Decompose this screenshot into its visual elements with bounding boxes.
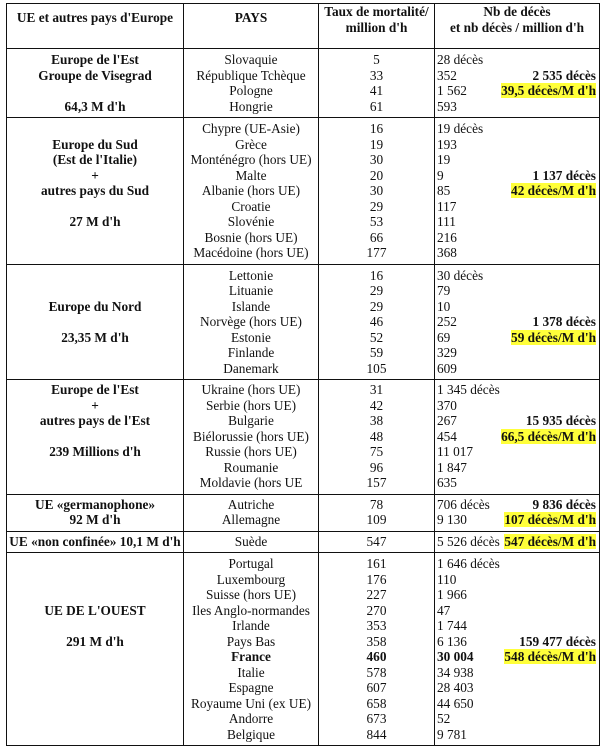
death-count: 1 345 décès [437, 382, 500, 397]
death-count: 19 [437, 152, 451, 167]
country-name: Luxembourg [216, 571, 286, 587]
country-name: Espagne [228, 680, 274, 695]
mortality-rate: 53 [369, 214, 384, 229]
region-label: UE «germanophone» [34, 496, 156, 512]
death-count: 635 [437, 475, 457, 490]
mortality-rate: 75 [369, 444, 384, 459]
header-rate-line2: million d'h [345, 20, 408, 35]
country-name: Slovénie [227, 214, 275, 229]
group-summary [504, 634, 596, 665]
death-count: 9 781 [437, 726, 467, 742]
region-label: UE DE L'OUEST [44, 602, 146, 618]
death-line [435, 603, 599, 619]
death-line [435, 268, 599, 284]
mortality-rate: 29 [369, 298, 384, 314]
mortality-rate: 20 [369, 167, 384, 183]
death-count: 47 [437, 602, 451, 618]
region-label: 27 M d'h [69, 214, 121, 229]
mortality-rate: 48 [369, 428, 384, 444]
country-name: Moldavie (hors UE [199, 475, 303, 490]
death-line [435, 665, 599, 681]
country-name: Serbie (hors UE) [205, 397, 297, 413]
death-line [435, 556, 599, 572]
mortality-rate: 52 [369, 329, 384, 345]
death-count: 352 [437, 67, 457, 83]
country-name: Hongrie [229, 98, 273, 114]
rate-cell [319, 380, 435, 495]
country-name: Pays Bas [226, 633, 276, 649]
country-name: Royaume Uni (ex UE) [190, 695, 311, 711]
mortality-rate: 353 [366, 618, 387, 633]
rate-cell [319, 531, 435, 553]
death-count: 609 [437, 360, 457, 376]
mortality-rate: 38 [369, 413, 384, 428]
death-count: 1 646 décès [437, 556, 500, 571]
mortality-rate: 19 [369, 136, 384, 152]
death-line [435, 711, 599, 727]
country-cell [184, 531, 319, 553]
mortality-rate: 61 [369, 98, 384, 114]
death-line [435, 121, 599, 137]
country-name: Malte [235, 167, 267, 183]
country-cell [184, 494, 319, 531]
mortality-rate: 358 [366, 633, 387, 649]
mortality-rate: 578 [366, 664, 387, 680]
mortality-rate: 66 [369, 229, 384, 245]
death-count: 267 [437, 413, 457, 428]
group-row [7, 494, 600, 531]
death-count: 30 décès [437, 267, 484, 283]
region-label: + [91, 397, 99, 413]
death-line [435, 727, 599, 743]
death-count: 706 décès [437, 496, 490, 512]
death-count: 6 136 [437, 633, 467, 649]
death-count: 593 [437, 98, 457, 114]
country-name: Lettonie [228, 267, 274, 283]
country-cell [184, 49, 319, 118]
country-name: Bosnie (hors UE) [204, 229, 298, 245]
total-deaths: 2 535 décès [532, 67, 596, 83]
region-label [7, 618, 183, 634]
deaths-per-million: 107 décès/M d'h [504, 512, 596, 527]
country-name: Danemark [223, 360, 279, 376]
country-name: Macédoine (hors UE) [193, 245, 309, 260]
spacer [7, 556, 183, 572]
death-count: 1 744 [437, 618, 467, 633]
mortality-rate: 161 [366, 556, 387, 571]
mortality-rate: 96 [369, 459, 384, 475]
country-name: Monténégro (hors UE) [190, 152, 312, 167]
deaths-per-million: 66,5 décès/M d'h [501, 428, 596, 444]
mortality-rate: 658 [366, 695, 387, 711]
death-count: 30 004 [437, 649, 474, 664]
header-country-label: PAYS [234, 10, 268, 25]
group-row [7, 553, 600, 746]
header-region [7, 4, 184, 49]
death-line [435, 444, 599, 460]
mortality-rate: 41 [369, 83, 384, 98]
region-label: Europe de l'Est [51, 382, 139, 397]
country-name: Norvège (hors UE) [200, 314, 302, 329]
deaths-per-million: 42 décès/M d'h [511, 183, 596, 198]
death-line [435, 680, 599, 696]
country-name: Ukraine (hors UE) [201, 382, 301, 397]
death-count: 1 847 [437, 459, 467, 475]
death-line [435, 99, 599, 115]
country-name: France [231, 649, 271, 664]
spacer [7, 121, 183, 137]
death-line [435, 152, 599, 168]
death-count: 44 650 [437, 695, 474, 711]
group-row [7, 380, 600, 495]
deaths-per-million: 59 décès/M d'h [511, 329, 596, 345]
death-count: 34 938 [437, 664, 474, 680]
death-count: 85 [437, 183, 451, 198]
death-count: 9 130 [437, 512, 467, 527]
total-deaths: 1 378 décès [532, 314, 596, 329]
region-cell [7, 118, 184, 265]
mortality-rate: 176 [366, 571, 387, 587]
deaths-cell [435, 380, 600, 495]
region-label: + [91, 167, 99, 183]
header-region-label: UE et autres pays d'Europe [16, 10, 174, 25]
death-line [435, 587, 599, 603]
mortality-rate: 29 [369, 198, 384, 214]
death-line [435, 299, 599, 315]
country-name: République Tchèque [196, 67, 306, 83]
mortality-rate: 31 [369, 382, 384, 397]
region-label: UE «non confinée» 10,1 M d'h [9, 533, 181, 549]
country-name: Lituanie [228, 283, 274, 298]
country-name: Italie [237, 664, 265, 680]
group-row [7, 264, 600, 380]
deaths-cell [435, 49, 600, 118]
death-count: 368 [437, 245, 457, 260]
mortality-rate: 46 [369, 314, 384, 329]
country-name: Pologne [229, 83, 273, 98]
region-label: Europe du Sud [52, 136, 138, 152]
region-label [7, 83, 183, 99]
country-cell [184, 118, 319, 265]
group-row [7, 49, 600, 118]
death-line [435, 52, 599, 68]
spacer [7, 587, 183, 603]
country-name: Grèce [235, 136, 267, 152]
death-line [435, 345, 599, 361]
region-label: 23,35 M d'h [61, 329, 129, 345]
group-summary [511, 168, 596, 199]
death-count: 1 966 [437, 587, 467, 602]
rate-cell [319, 553, 435, 746]
mortality-table [6, 3, 600, 746]
death-count: 370 [437, 397, 457, 413]
region-label: 291 M d'h [66, 633, 124, 649]
country-name: Belgique [226, 726, 275, 742]
deaths-cell [435, 553, 600, 746]
header-deaths [435, 4, 600, 49]
country-cell [184, 264, 319, 380]
death-line [435, 245, 599, 261]
rate-cell [319, 264, 435, 380]
deaths-per-million: 547 décès/M d'h [504, 533, 596, 549]
mortality-rate: 157 [366, 475, 387, 490]
country-name: Russie (hors UE) [205, 444, 297, 459]
header-rate-line1: Taux de mortalité/ [324, 4, 429, 19]
death-line [435, 572, 599, 588]
country-name: Allemagne [221, 512, 281, 527]
mortality-rate: 607 [366, 680, 387, 695]
country-name: Irlande [232, 618, 270, 633]
death-count: 216 [437, 229, 457, 245]
mortality-rate: 460 [366, 649, 387, 664]
death-count: 110 [437, 571, 457, 587]
region-label: Groupe de Visegrad [38, 67, 152, 83]
mortality-rate: 547 [366, 533, 387, 549]
country-name: Bulgarie [228, 413, 274, 428]
deaths-cell [435, 494, 600, 531]
mortality-rate: 5 [373, 52, 380, 67]
death-count: 9 [437, 167, 444, 183]
mortality-rate: 177 [366, 245, 387, 260]
rate-cell [319, 49, 435, 118]
group-summary [511, 314, 596, 345]
mortality-rate: 30 [369, 183, 384, 198]
header-row [7, 4, 600, 49]
death-line [435, 214, 599, 230]
country-name: Suisse (hors UE) [205, 587, 297, 602]
death-count: 69 [437, 329, 451, 345]
header-deaths-line1: Nb de décès [483, 4, 551, 19]
region-label: autres pays du Sud [40, 183, 150, 198]
country-name: Islande [231, 298, 271, 314]
death-line [435, 618, 599, 634]
mortality-rate: 33 [369, 67, 384, 83]
mortality-rate: 16 [369, 267, 384, 283]
spacer [7, 283, 183, 299]
death-line [435, 137, 599, 153]
deaths-per-million: 548 décès/M d'h [504, 649, 596, 664]
death-line [435, 475, 599, 491]
country-name: Chypre (UE-Asie) [202, 121, 300, 136]
mortality-rate: 109 [366, 512, 387, 527]
mortality-rate: 844 [366, 726, 387, 742]
country-name: Roumanie [223, 459, 279, 475]
header-country [184, 4, 319, 49]
header-deaths-line2: et nb décès / million d'h [449, 20, 585, 35]
death-line [435, 696, 599, 712]
country-name: Slovaquie [224, 52, 278, 67]
mortality-rate: 105 [366, 360, 387, 376]
region-label: Europe de l'Est [51, 52, 139, 67]
death-line [435, 199, 599, 215]
region-label: (Est de l'Italie) [52, 152, 138, 167]
death-line [435, 382, 599, 398]
deaths-cell [435, 531, 600, 553]
group-summary [501, 68, 596, 99]
country-cell [184, 380, 319, 495]
death-count: 117 [437, 198, 457, 214]
mortality-rate: 29 [369, 283, 384, 298]
death-count: 28 403 [437, 680, 474, 695]
region-label: 92 M d'h [69, 512, 121, 527]
region-cell [7, 494, 184, 531]
country-name: Suède [234, 533, 268, 549]
mortality-rate: 16 [369, 121, 384, 136]
death-line [435, 230, 599, 246]
mortality-rate: 30 [369, 152, 384, 167]
deaths-per-million: 39,5 décès/M d'h [501, 83, 596, 98]
death-count: 28 décès [437, 52, 484, 67]
death-line [435, 361, 599, 377]
country-name: Biélorussie (hors UE) [193, 428, 309, 444]
country-name: Andorre [228, 711, 274, 726]
total-deaths: 159 477 décès [519, 633, 596, 649]
rate-cell [319, 118, 435, 265]
death-count: 10 [437, 298, 451, 314]
region-cell [7, 531, 184, 553]
total-deaths: 15 935 décès [525, 413, 596, 428]
mortality-rate: 270 [366, 602, 387, 618]
death-count: 11 017 [437, 444, 474, 459]
group-row [7, 531, 600, 553]
country-name: Albanie (hors UE) [201, 183, 301, 198]
death-count: 193 [437, 136, 457, 152]
spacer [7, 572, 183, 588]
total-deaths: 1 137 décès [532, 167, 596, 183]
mortality-rate: 673 [366, 711, 387, 726]
region-label [7, 199, 183, 215]
death-count: 79 [437, 283, 451, 298]
mortality-rate: 227 [366, 587, 387, 602]
rate-cell [319, 494, 435, 531]
group-summary [504, 497, 596, 528]
mortality-rate: 59 [369, 345, 384, 360]
region-label [7, 314, 183, 330]
region-cell [7, 380, 184, 495]
country-name: Autriche [227, 496, 275, 512]
death-count: 19 décès [437, 121, 484, 136]
death-line [435, 398, 599, 414]
death-count: 111 [437, 214, 456, 229]
mortality-rate: 78 [369, 496, 384, 512]
deaths-cell [435, 118, 600, 265]
group-row [7, 118, 600, 265]
region-label: 239 Millions d'h [49, 444, 141, 459]
group-summary [504, 534, 596, 550]
death-count: 52 [437, 711, 451, 726]
region-label [7, 429, 183, 445]
region-label: 64,3 M d'h [64, 98, 126, 114]
deaths-cell [435, 264, 600, 380]
region-label: Europe du Nord [48, 298, 142, 314]
country-name: Croatie [231, 198, 271, 214]
death-count: 329 [437, 345, 457, 360]
region-cell [7, 264, 184, 380]
death-count: 5 526 décès [437, 533, 500, 549]
country-name: Iles Anglo-normandes [192, 602, 310, 618]
death-line [435, 460, 599, 476]
region-cell [7, 553, 184, 746]
total-deaths: 9 836 décès [532, 496, 596, 512]
mortality-rate: 42 [369, 397, 384, 413]
country-name: Portugal [228, 556, 274, 571]
death-count: 454 [437, 428, 457, 444]
death-count: 252 [437, 314, 457, 329]
death-count: 1 562 [437, 83, 467, 98]
region-cell [7, 49, 184, 118]
spacer [7, 268, 183, 284]
death-line [435, 283, 599, 299]
country-cell [184, 553, 319, 746]
header-rate [319, 4, 435, 49]
group-summary [501, 413, 596, 444]
region-label: autres pays de l'Est [39, 413, 151, 428]
country-name: Finlande [227, 345, 275, 360]
country-name: Estonie [231, 329, 271, 345]
